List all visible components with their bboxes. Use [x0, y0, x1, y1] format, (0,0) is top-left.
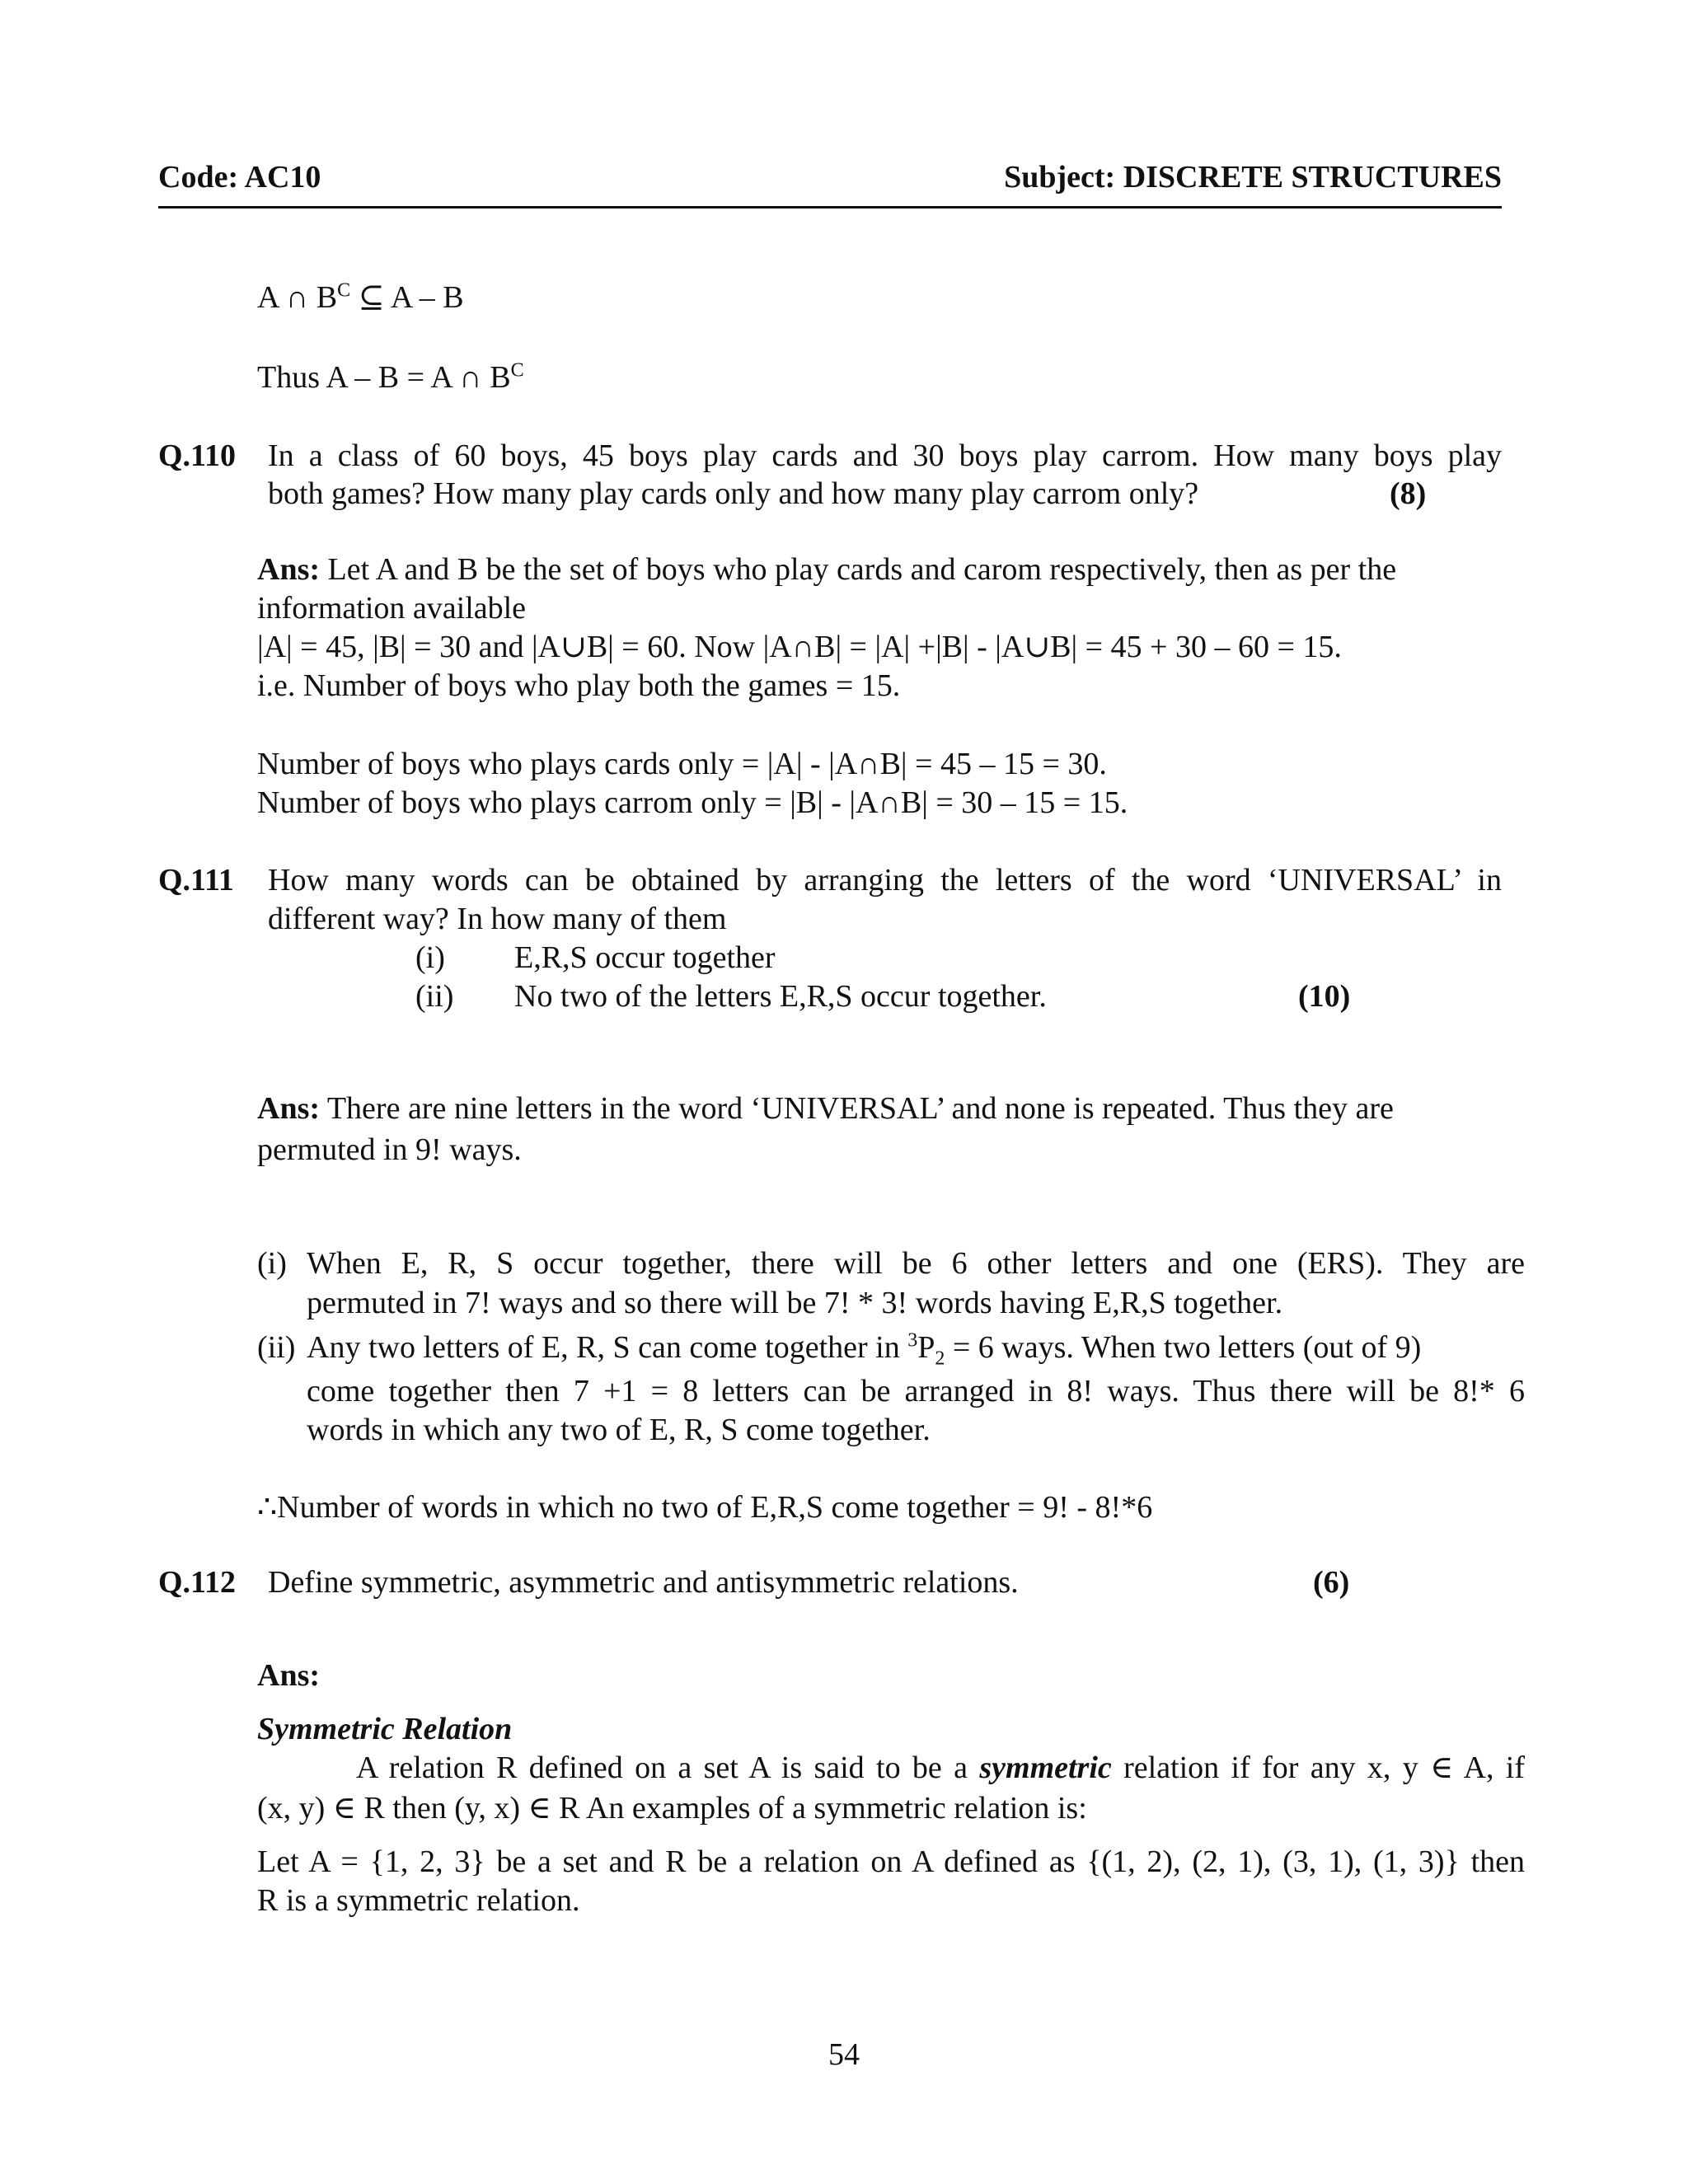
question-111-item-1-number: (i) — [415, 940, 445, 975]
solution-i-line-1: When E, R, S occur together, there will be 6 other letters and one (ERS). They are — [307, 1246, 1525, 1281]
answer-112-label: Ans: — [257, 1658, 321, 1693]
symmetric-definition-line-2: (x, y) ∈ R then (y, x) ∈ R An examples of a symmetric relation is: — [257, 1791, 1087, 1825]
intro-line-1-sup: C — [337, 279, 351, 302]
answer-110-line-1 — [257, 551, 1396, 590]
solution-ii-text-b: = 6 ways. When two letters (out of 9) — [945, 1330, 1422, 1365]
permutation-symbol: P — [917, 1330, 935, 1365]
intro-line-2-sup: C — [510, 359, 524, 382]
answer-110-text-1: Let A and B be the set of boys who play cards and carom respectively, then as per the — [320, 552, 1397, 587]
conclusion-line: ∴Number of words in which no two of E,R,S come together = 9! - 8!*6 — [257, 1490, 1153, 1525]
solution-ii-line-2: come together then 7 +1 = 8 letters can be arranged in 8! ways. Thus there will be 8!* 6 — [307, 1374, 1525, 1408]
answer-110-line-2: information available — [257, 591, 527, 626]
question-111-marks: (10) — [1298, 979, 1351, 1014]
question-112-line-1: Define symmetric, asymmetric and antisymmetric relations. — [268, 1565, 1019, 1600]
question-111-item-2-text: No two of the letters E,R,S occur together. — [514, 979, 1047, 1014]
example-line-1: Let A = {1, 2, 3} be a set and R be a relation on A defined as {(1, 2), (2, 1), (3, 1), (1, 3)} then — [257, 1844, 1525, 1879]
symmetric-definition-text-a: A relation R defined on a set A is said to be a — [356, 1750, 980, 1785]
question-111-item-2-number: (ii) — [415, 979, 454, 1014]
question-111-line-1: How many words can be obtained by arranging the letters of the word ‘UNIVERSAL’ in — [268, 863, 1502, 898]
symmetric-definition-line-1 — [356, 1749, 1525, 1788]
solution-i-line-2: permuted in 7! ways and so there will be 7! * 3! words having E,R,S together. — [307, 1286, 1283, 1320]
answer-111-line-1 — [257, 1090, 1394, 1129]
question-number-112: Q.112 — [158, 1565, 236, 1600]
example-line-2: R is a symmetric relation. — [257, 1883, 580, 1918]
solution-i-number: (i) — [257, 1246, 287, 1281]
answer-111-line-2: permuted in 9! ways. — [257, 1132, 522, 1167]
solution-ii-line-3: words in which any two of E, R, S come together. — [307, 1413, 931, 1447]
permutation-superscript: 3 — [907, 1329, 918, 1352]
header-divider — [158, 206, 1502, 209]
question-number-111: Q.111 — [158, 863, 234, 898]
answer-111-text-1: There are nine letters in the word ‘UNIVERSAL’ and none is repeated. Thus they are — [320, 1091, 1394, 1126]
solution-ii-text-a: Any two letters of E, R, S can come together in — [307, 1330, 908, 1365]
question-110-line-2: both games? How many play cards only and how many play carrom only? — [268, 476, 1199, 511]
symmetric-definition-text-b: relation if for any x, y ∈ A, if — [1111, 1750, 1525, 1785]
permutation-subscript: 2 — [935, 1347, 945, 1370]
intro-line-1 — [257, 279, 464, 318]
header-code: Code: AC10 — [158, 160, 321, 194]
page-number: 54 — [828, 2037, 860, 2072]
question-110-marks: (8) — [1390, 476, 1427, 511]
answer-110-line-4: i.e. Number of boys who play both the games = 15. — [257, 668, 901, 703]
header-subject: Subject: DISCRETE STRUCTURES — [1004, 160, 1502, 194]
question-112-marks: (6) — [1313, 1565, 1350, 1600]
answer-110-line-3: |A| = 45, |B| = 30 and |A∪B| = 60. Now |A∩B| = |A| +|B| - |A∪B| = 45 + 30 – 60 = 15. — [257, 630, 1342, 664]
intro-line-2-a: Thus A – B = A ∩ B — [257, 360, 511, 395]
answer-label: Ans: — [257, 552, 321, 587]
question-111-item-1-text: E,R,S occur together — [514, 940, 776, 975]
intro-line-1-b: ⊆ A – B — [350, 280, 464, 315]
symmetric-keyword: symmetric — [979, 1750, 1112, 1785]
question-110-line-1: In a class of 60 boys, 45 boys play cards and 30 boys play carrom. How many boys play — [268, 438, 1502, 473]
answer-110-line-6: Number of boys who plays carrom only = |B| - |A∩B| = 30 – 15 = 15. — [257, 785, 1128, 820]
solution-ii-number: (ii) — [257, 1330, 296, 1365]
symmetric-relation-heading: Symmetric Relation — [257, 1712, 513, 1746]
question-number-110: Q.110 — [158, 438, 236, 473]
question-111-line-2: different way? In how many of them — [268, 902, 727, 936]
answer-110-line-5: Number of boys who plays cards only = |A| - |A∩B| = 45 – 15 = 30. — [257, 747, 1107, 781]
intro-line-2 — [257, 359, 524, 398]
solution-ii-line-1 — [307, 1329, 1525, 1368]
answer-label: Ans: — [257, 1091, 321, 1126]
intro-line-1-a: A ∩ B — [257, 280, 338, 315]
